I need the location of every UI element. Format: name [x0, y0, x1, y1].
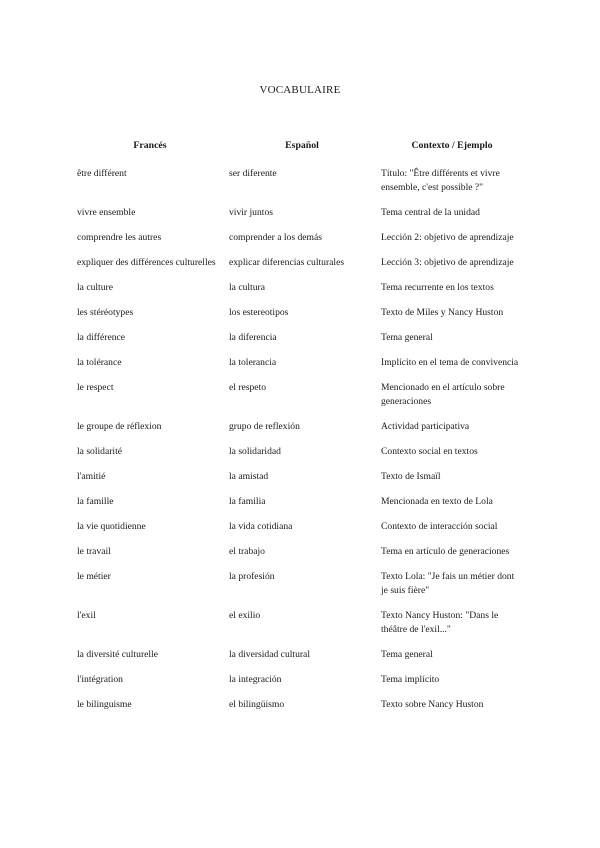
- cell-french: la famille: [77, 496, 114, 507]
- cell-spanish: los estereotipos: [229, 307, 289, 318]
- table-row: [74, 570, 526, 609]
- table-row: [74, 470, 526, 495]
- cell-spanish: comprender a los demás: [229, 232, 322, 243]
- cell-context: Texto de Miles y Nancy Huston: [381, 307, 504, 318]
- cell-context: Título: "Être différents et vivre ensemble, c'est possible ?": [381, 168, 500, 193]
- column-header-spanish: Español: [285, 140, 319, 151]
- cell-context: Texto de Ismaïl: [381, 471, 441, 482]
- cell-spanish: grupo de reflexión: [229, 421, 300, 432]
- table-row: [74, 356, 526, 381]
- column-header-context: Contexto / Ejemplo: [411, 140, 493, 151]
- cell-spanish: el exilio: [229, 610, 261, 621]
- cell-context: Tema general: [381, 332, 433, 343]
- cell-context: Actividad participativa: [381, 421, 470, 432]
- vocabulary-table: [74, 134, 526, 723]
- cell-context: Contexto social en textos: [381, 446, 478, 457]
- cell-context: Texto Lola: "Je fais un métier dont je suis fière": [381, 571, 515, 596]
- column-header-french: Francés: [133, 140, 167, 151]
- cell-context: Lección 3: objetivo de aprendizaje: [381, 257, 514, 268]
- table-row: [74, 420, 526, 445]
- cell-french: vivre ensemble: [77, 207, 136, 218]
- cell-context: Tema implícito: [381, 674, 440, 685]
- cell-french: le bilinguisme: [77, 699, 132, 710]
- cell-context: Tema recurrente en los textos: [381, 282, 494, 293]
- table-row: [74, 495, 526, 520]
- cell-context: Texto Nancy Huston: "Dans le théâtre de l'exil...": [381, 610, 499, 635]
- table-row: [74, 609, 526, 648]
- cell-context: Tema en artículo de generaciones: [381, 546, 510, 557]
- cell-spanish: la familia: [229, 496, 266, 507]
- table-row: [74, 520, 526, 545]
- cell-french: la différence: [77, 332, 126, 343]
- cell-french: l'amitié: [77, 471, 106, 482]
- table-row: [74, 648, 526, 673]
- cell-spanish: la cultura: [229, 282, 265, 293]
- table-row: [74, 206, 526, 231]
- table-row: [74, 281, 526, 306]
- cell-french: le respect: [77, 382, 114, 393]
- cell-french: comprendre les autres: [77, 232, 162, 243]
- table-row: [74, 256, 526, 281]
- cell-french: les stéréotypes: [77, 307, 134, 318]
- document-title: VOCABULAIRE: [259, 84, 341, 96]
- cell-french: la culture: [77, 282, 113, 293]
- table-row: [74, 306, 526, 331]
- cell-french: expliquer des différences culturelles: [77, 257, 216, 268]
- table-row: [74, 673, 526, 698]
- cell-context: Tema general: [381, 649, 433, 660]
- cell-context: Texto sobre Nancy Huston: [381, 699, 484, 710]
- cell-french: le métier: [77, 571, 111, 582]
- table-header-row: [74, 134, 526, 167]
- cell-spanish: explicar diferencias culturales: [229, 257, 345, 268]
- table-row: [74, 167, 526, 206]
- cell-french: le groupe de réflexion: [77, 421, 162, 432]
- cell-spanish: la solidaridad: [229, 446, 281, 457]
- cell-spanish: la profesión: [229, 571, 275, 582]
- cell-spanish: la vida cotidiana: [229, 521, 293, 532]
- table-row: [74, 381, 526, 420]
- cell-french: le travail: [77, 546, 111, 557]
- cell-context: Lección 2: objetivo de aprendizaje: [381, 232, 514, 243]
- cell-spanish: el trabajo: [229, 546, 265, 557]
- cell-french: la tolérance: [77, 357, 122, 368]
- cell-spanish: la integración: [229, 674, 282, 685]
- cell-spanish: vivir juntos: [229, 207, 273, 218]
- cell-context: Mencionada en texto de Lola: [381, 496, 493, 507]
- cell-context: Contexto de interacción social: [381, 521, 498, 532]
- cell-french: la diversité culturelle: [77, 649, 158, 660]
- cell-french: la vie quotidienne: [77, 521, 146, 532]
- cell-context: Tema central de la unidad: [381, 207, 480, 218]
- table-row: [74, 545, 526, 570]
- cell-spanish: ser diferente: [229, 168, 277, 179]
- cell-french: l'intégration: [77, 674, 123, 685]
- cell-spanish: la tolerancia: [229, 357, 277, 368]
- table-row: [74, 698, 526, 723]
- cell-spanish: el respeto: [229, 382, 267, 393]
- cell-spanish: la diferencia: [229, 332, 277, 343]
- cell-spanish: la diversidad cultural: [229, 649, 310, 660]
- cell-context: Mencionado en el artículo sobre generaciones: [381, 382, 505, 407]
- table-row: [74, 445, 526, 470]
- cell-context: Implícito en el tema de convivencia: [381, 357, 519, 368]
- cell-spanish: el bilingüismo: [229, 699, 285, 710]
- cell-french: l'exil: [77, 610, 96, 621]
- table-row: [74, 231, 526, 256]
- cell-spanish: la amistad: [229, 471, 269, 482]
- cell-french: être différent: [77, 168, 127, 179]
- cell-french: la solidarité: [77, 446, 123, 457]
- table-row: [74, 331, 526, 356]
